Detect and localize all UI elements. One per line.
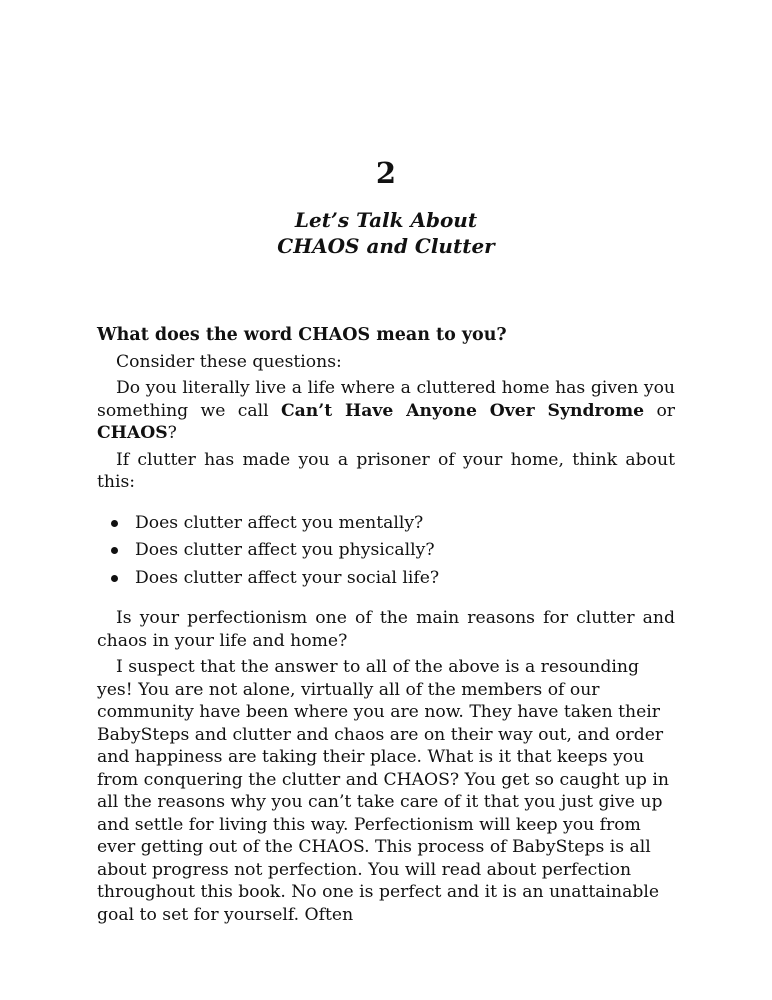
list-item-text: Does clutter affect you physically? (135, 540, 435, 560)
paragraph-text: Do you literally live a life where a cluttered home has given you something we call (97, 378, 675, 421)
bullet-icon (111, 547, 118, 554)
list-item-text: Does clutter affect your social life? (135, 567, 440, 588)
chapter-number: 2 (375, 156, 397, 190)
bullet-icon (111, 520, 118, 527)
bullet-icon (111, 575, 118, 582)
chapter-body (97, 324, 675, 930)
list-item (97, 567, 675, 590)
paragraph-perfectionism: Is your perfectionism one of the main reasons for clutter and chaos in your life and home? (97, 608, 675, 651)
chapter-title-line-2: CHAOS and Clutter (277, 234, 495, 258)
bold-syndrome-name: Can’t Have Anyone Over Syndrome (280, 400, 645, 421)
paragraph-text: ? (167, 423, 177, 443)
paragraph-consider: Consider these questions: (116, 351, 342, 372)
paragraph-resounding-yes: I suspect that the answer to all of the above is a resounding yes! You are not alone, virtually all of the members of our community have been where you are now. They have taken their BabySteps and clutter and chaos are on their way out, and order and happiness are taking their place. What is it that keeps you from conquering the clutter and CHAOS? You get so caught up in all the reasons why you can’t take care of it that you just give up and settle for living this way. Perfectionism will keep you from ever getting out of the CHAOS. This process of BabySteps is all about progress not perfection. You will read about perfection throughout this book. No one is perfect and it is an unattainable goal to set for yourself. Often (97, 657, 669, 925)
chapter-title (97, 207, 675, 259)
list-item (97, 512, 675, 535)
paragraph-prisoner: If clutter has made you a prisoner of your home, think about this: (97, 449, 675, 492)
bold-chaos-acronym: CHAOS (97, 423, 168, 443)
paragraph-text: or (644, 400, 676, 421)
question-list (97, 512, 675, 590)
section-heading: What does the word CHAOS mean to you? (97, 325, 507, 345)
list-item-text: Does clutter affect you mentally? (135, 512, 424, 533)
paragraph-chaos-definition (97, 377, 675, 445)
list-item (97, 539, 675, 562)
chapter-title-line-1: Let’s Talk About (294, 208, 478, 232)
